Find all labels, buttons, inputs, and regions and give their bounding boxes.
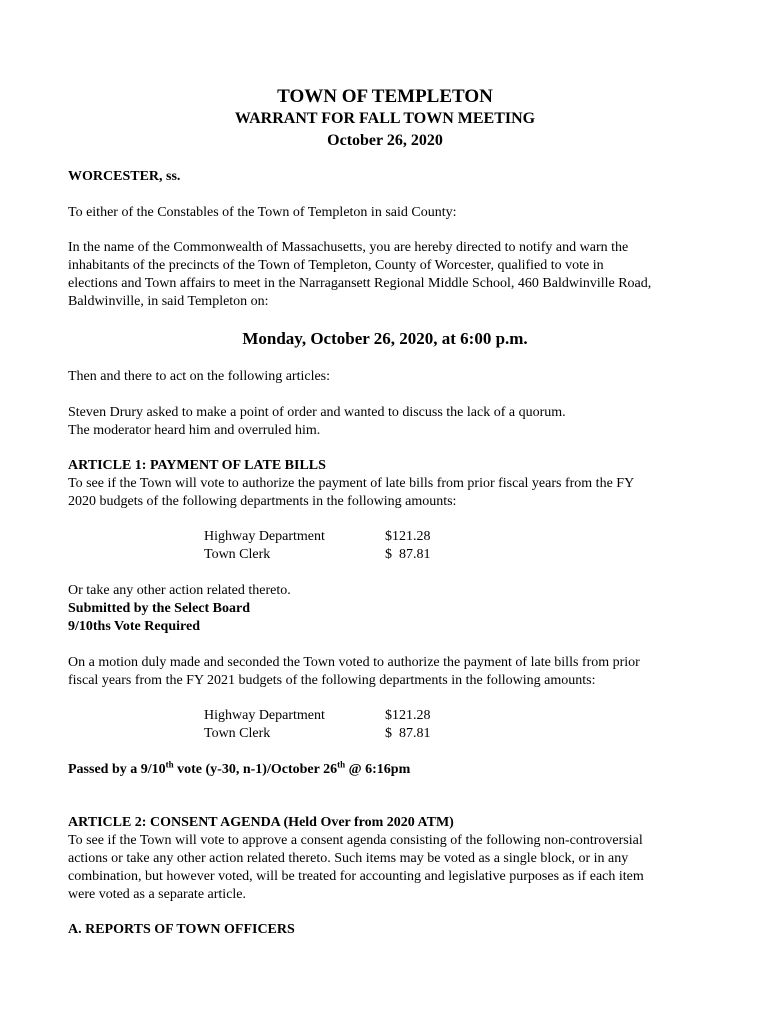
amount-dept-name: Town Clerk	[204, 726, 271, 741]
doc-date: October 26, 2020	[327, 132, 443, 149]
doc-title: TOWN OF TEMPLETON	[277, 86, 493, 107]
article-2-body-line: To see if the Town will vote to approve a consent agenda consisting of the following non-controversial	[68, 833, 643, 848]
address-line: To either of the Constables of the Town of Templeton in said County:	[68, 205, 457, 220]
vote-result-text: @ 6:16pm	[345, 762, 411, 777]
amount-value: $ 87.81	[385, 726, 431, 741]
article-2-heading: ARTICLE 2: CONSENT AGENDA (Held Over from 2020 ATM)	[68, 815, 454, 830]
amount-dept-name: Highway Department	[204, 529, 325, 544]
article-2-body-line: combination, but however voted, will be treated for accounting and legislative purposes as if each item	[68, 869, 644, 884]
article-2-body-line: actions or take any other action related thereto. Such items may be voted as a single block, or in any	[68, 851, 629, 866]
doc-subtitle: WARRANT FOR FALL TOWN MEETING	[234, 110, 536, 127]
meeting-datetime: Monday, October 26, 2020, at 6:00 p.m.	[242, 329, 528, 348]
intro-line: inhabitants of the precincts of the Town of Templeton, County of Worcester, qualified to vote in	[68, 258, 604, 273]
article-2-body-line: were voted as a separate article.	[68, 887, 247, 902]
section-a-heading: A. REPORTS OF TOWN OFFICERS	[68, 922, 295, 937]
article-1-body-line: 2020 budgets of the following departments in the following amounts:	[68, 494, 457, 509]
other-action-line: Or take any other action related thereto.	[68, 583, 291, 598]
motion-line: fiscal years from the FY 2021 budgets of the following departments in the following amounts:	[68, 673, 596, 688]
order-line: The moderator heard him and overruled him.	[68, 423, 321, 438]
motion-line: On a motion duly made and seconded the Town voted to authorize the payment of late bills from prior	[68, 655, 640, 670]
act-line: Then and there to act on the following articles:	[68, 369, 331, 384]
vote-result-superscript: th	[337, 759, 346, 770]
vote-result-text: Passed by a 9/10	[68, 762, 166, 777]
vote-result	[68, 761, 410, 779]
amount-value: $ 87.81	[385, 547, 431, 562]
intro-line: In the name of the Commonwealth of Massachusetts, you are hereby directed to notify and warn the	[68, 240, 629, 255]
amount-dept-name: Town Clerk	[204, 547, 271, 562]
order-line: Steven Drury asked to make a point of order and wanted to discuss the lack of a quorum.	[68, 405, 566, 420]
article-1-heading: ARTICLE 1: PAYMENT OF LATE BILLS	[68, 458, 326, 473]
intro-line: Baldwinville, in said Templeton on:	[68, 294, 269, 309]
amount-dept-name: Highway Department	[204, 708, 325, 723]
article-1-body-line: To see if the Town will vote to authorize the payment of late bills from prior fiscal years from the FY	[68, 476, 635, 491]
vote-result-superscript: th	[165, 759, 174, 770]
submitted-by: Submitted by the Select Board	[68, 601, 250, 616]
vote-result-text: vote (y-30, n-1)/October 26	[173, 762, 338, 777]
amount-value: $121.28	[385, 708, 431, 723]
salutation: WORCESTER, ss.	[68, 169, 181, 184]
vote-required: 9/10ths Vote Required	[68, 619, 200, 634]
intro-line: elections and Town affairs to meet in the Narragansett Regional Middle School, 460 Baldwinville Road,	[68, 276, 652, 291]
amount-value: $121.28	[385, 529, 431, 544]
